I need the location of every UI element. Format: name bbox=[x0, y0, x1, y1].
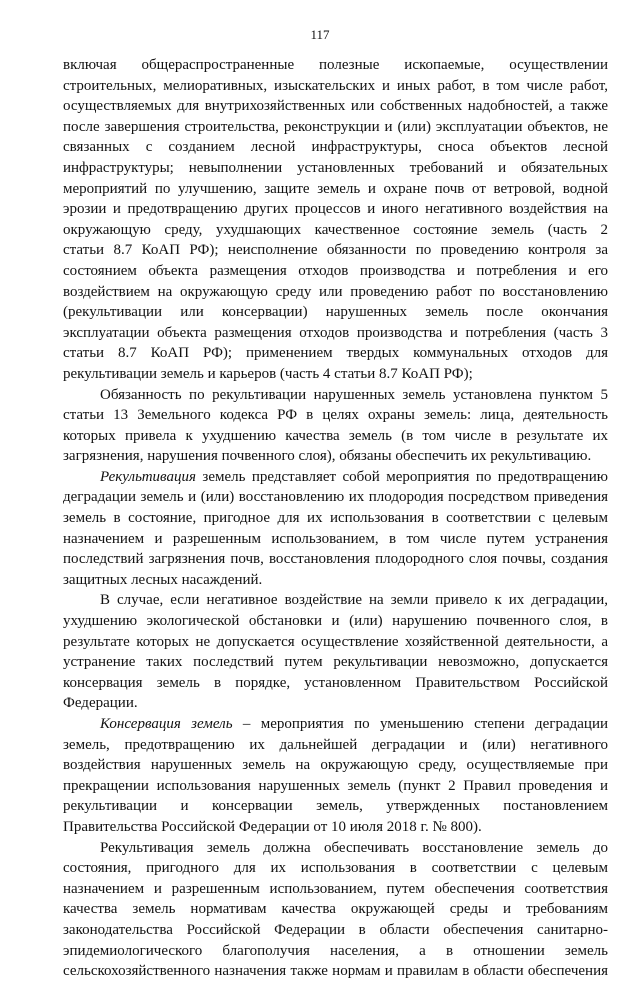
text-line bbox=[63, 261, 608, 282]
text-line bbox=[63, 838, 608, 859]
line-text: устранение таких последствий путем рекультивации невозможно, допускается bbox=[63, 654, 608, 671]
text-line bbox=[63, 652, 608, 673]
line-text: Федерации. bbox=[63, 695, 138, 712]
text-line bbox=[63, 467, 608, 488]
text-line bbox=[63, 611, 608, 632]
text-line bbox=[63, 405, 608, 426]
text-line bbox=[63, 755, 608, 776]
text-line bbox=[63, 323, 608, 344]
text-line bbox=[63, 508, 608, 529]
line-text: рекультивации и консервации земель, утвержденных постановлением bbox=[63, 798, 608, 815]
line-text: – мероприятия по уменьшению степени деградации bbox=[242, 716, 609, 732]
text-line bbox=[63, 220, 608, 241]
line-text: эксплуатации объекта размещения отходов производства и потребления (часть 3 bbox=[63, 324, 608, 341]
line-text: защитных лесных насаждений. bbox=[63, 571, 263, 588]
line-text: включая общераспространенные полезные ископаемые, осуществлении bbox=[63, 57, 608, 73]
text-line bbox=[63, 55, 608, 76]
text-line bbox=[63, 673, 608, 694]
text-line bbox=[63, 590, 608, 611]
text-line bbox=[63, 199, 608, 220]
line-text: деградации земель и (или) восстановлению их плодородия посредством приведения bbox=[63, 489, 608, 506]
line-text: Правительства Российской Федерации от 10 июля 2018 г. № 800). bbox=[63, 818, 482, 835]
line-text: рекультивации земель и карьеров (часть 4 статьи 8.7 КоАП РФ); bbox=[63, 365, 473, 382]
line-text: земель, предотвращению их дальнейшей деградации и (или) негативного bbox=[63, 736, 608, 753]
line-text: прекращении использования нарушенных земель (пункт 2 Правил проведения и bbox=[63, 777, 608, 794]
line-text: инфраструктуры; невыполнении установленных требований и обязательных bbox=[63, 159, 608, 176]
line-text: связанных с созданием лесной инфраструктуры, сноса объектов лесной bbox=[63, 139, 608, 156]
line-text: окружающую среду, ухудшающих качественное состояние земель (часть 2 bbox=[63, 221, 608, 238]
text-line bbox=[63, 117, 608, 138]
line-text: назначением и разрешенным использованием, путем обеспечения соответствия bbox=[63, 880, 608, 897]
line-text: земель в состояние, пригодное для их использования в соответствии с целевым bbox=[63, 510, 608, 527]
line-text: назначением и разрешенным использованием, в том числе путем устранения bbox=[63, 530, 608, 547]
text-line bbox=[63, 570, 608, 591]
text-line bbox=[63, 179, 608, 200]
page-number: 117 bbox=[310, 27, 330, 42]
italic-term: Консервация земель bbox=[100, 716, 233, 732]
line-text: загрязнения, нарушения почвенного слоя), обязаны обеспечить их рекультивацию. bbox=[63, 448, 592, 465]
text-line bbox=[63, 858, 608, 879]
line-text: законодательства Российской Федерации в области обеспечения санитарно- bbox=[63, 921, 608, 938]
line-text: Рекультивация земель должна обеспечивать восстановление земель до bbox=[100, 839, 608, 856]
line-text: воздействия нарушенных земель на окружающую среду, осуществляемые при bbox=[63, 757, 608, 774]
line-text: консервация земель в порядке, установленном Правительством Российской bbox=[63, 674, 608, 691]
body-text bbox=[63, 55, 608, 982]
text-line bbox=[63, 158, 608, 179]
line-text: В случае, если негативное воздействие на земли привело к их деградации, bbox=[100, 592, 608, 609]
text-line bbox=[63, 529, 608, 550]
text-line bbox=[63, 714, 608, 735]
text-line bbox=[63, 817, 608, 838]
text-line bbox=[63, 796, 608, 817]
line-text: (рекультивации или консервации) нарушенных земель после окончания bbox=[63, 304, 608, 321]
line-text: которых привела к ухудшению качества земель (в том числе в результате их bbox=[63, 427, 608, 444]
text-line bbox=[63, 76, 608, 97]
text-line bbox=[63, 240, 608, 261]
line-text: последствий загрязнения почв, восстановления плодородного слоя почвы, создания bbox=[63, 551, 608, 568]
text-line bbox=[63, 343, 608, 364]
text-line bbox=[63, 487, 608, 508]
line-text: эпидемиологического благополучия населения, а в отношении земель bbox=[63, 942, 608, 959]
line-text: статьи 8.7 КоАП РФ); применением твердых коммунальных отходов для bbox=[63, 345, 608, 362]
line-text: состоянием объекта размещения отходов производства и потребления и его bbox=[63, 262, 608, 279]
line-text: мероприятий по улучшению, защите земель и охране почв от ветровой, водной bbox=[63, 180, 608, 197]
italic-term: Рекультивация bbox=[100, 468, 196, 485]
line-text: строительных, мелиоративных, изыскательских и иных работ, в том числе работ, bbox=[63, 77, 608, 94]
text-line bbox=[63, 385, 608, 406]
line-text: Обязанность по рекультивации нарушенных земель установлена пунктом 5 bbox=[100, 386, 608, 403]
line-text: статьи 8.7 КоАП РФ); неисполнение обязанности по проведению контроля за bbox=[63, 242, 608, 259]
line-text: состояния, пригодного для их использования в соответствии с целевым bbox=[63, 860, 608, 877]
line-text: качества земель нормативам качества окружающей среды и требованиям bbox=[63, 901, 608, 918]
text-line bbox=[63, 96, 608, 117]
text-line bbox=[63, 776, 608, 797]
text-line bbox=[63, 302, 608, 323]
text-line bbox=[63, 920, 608, 941]
line-text: эрозии и предотвращению других процессов и иного негативного воздействия на bbox=[63, 201, 608, 218]
text-line bbox=[63, 549, 608, 570]
text-line bbox=[63, 961, 608, 982]
text-line bbox=[63, 879, 608, 900]
line-text: статьи 13 Земельного кодекса РФ в целях охраны земель: лица, деятельность bbox=[63, 407, 608, 424]
line-text: воздействием на окружающую среду или проведению работ по восстановлению bbox=[63, 283, 608, 300]
line-text: ухудшению экологической обстановки и (или) нарушению почвенного слоя, в bbox=[63, 613, 608, 630]
line-text: результате которых не допускается осуществление хозяйственной деятельности, а bbox=[63, 633, 608, 650]
text-line bbox=[63, 632, 608, 653]
text-line bbox=[63, 899, 608, 920]
line-text: после завершения строительства, реконструкции и (или) эксплуатации объектов, не bbox=[63, 118, 608, 135]
line-text: сельскохозяйственного назначения также нормам и правилам в области обеспечения bbox=[63, 963, 608, 980]
line-text: земель представляет собой мероприятия по предотвращению bbox=[202, 468, 608, 485]
text-line bbox=[63, 693, 608, 714]
text-line bbox=[63, 426, 608, 447]
line-text: осуществляемых для внутрихозяйственных или собственных надобностей, а также bbox=[63, 98, 608, 115]
text-line bbox=[63, 364, 608, 385]
text-line bbox=[63, 941, 608, 962]
text-line bbox=[63, 282, 608, 303]
text-line bbox=[63, 735, 608, 756]
text-line bbox=[63, 137, 608, 158]
text-line bbox=[63, 446, 608, 467]
